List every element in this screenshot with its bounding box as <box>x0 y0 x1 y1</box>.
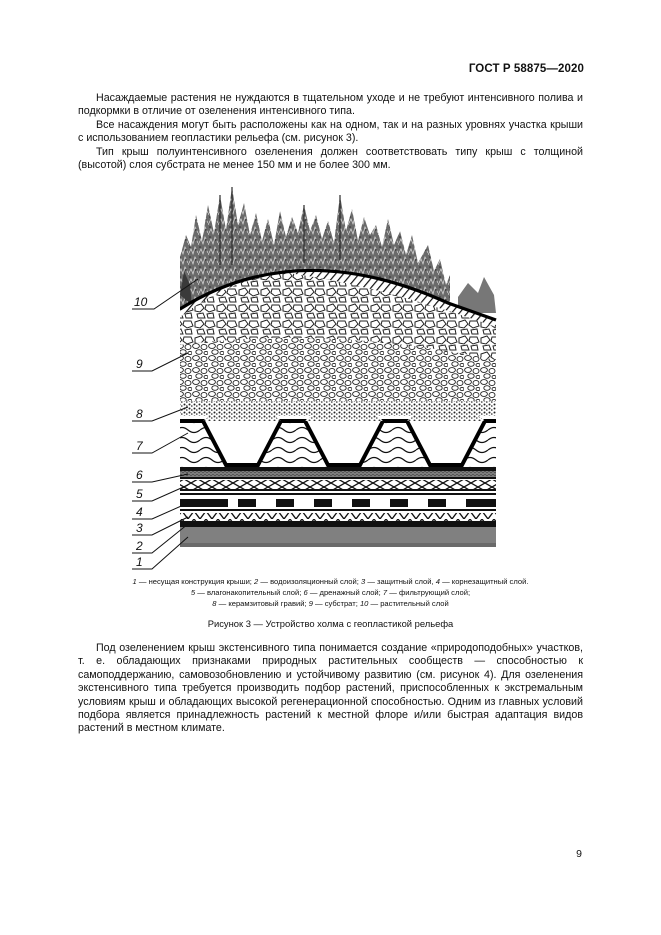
figure-caption: Рисунок 3 — Устройство холма с геопластикой рельефа <box>207 618 454 629</box>
figure-legend-line-3: 8 — керамзитовый гравий; 9 — субстрат; 10 — растительный слой <box>212 599 449 608</box>
figure-label-1: 1 <box>136 555 143 569</box>
roof-hill-diagram <box>128 175 498 575</box>
page-number: 9 <box>576 848 582 860</box>
paragraph-plantings-levels: Все насаждения могут быть расположены как на одном, так и на разных уровнях участка крыши с использованием геопластики рельефа (см. рисунок 3). <box>78 119 583 145</box>
figure-label-6: 6 <box>136 468 143 482</box>
drainage-layer-6 <box>180 471 496 477</box>
paragraph-semi-intensive: Тип крыш полуинтенсивного озеленения должен соответствовать типу крыш с толщиной (высотой) слоя субстрата не менее 150 мм и не более 300 мм. <box>78 146 583 172</box>
protective-layer-3 <box>180 513 496 521</box>
drainage-profile <box>180 403 496 467</box>
figure-label-3: 3 <box>136 521 143 535</box>
paragraph-extensive-greening: Под озеленением крыш экстенсивного типа понимается создание «природоподобных» участков, т. е. обладающих признаками природных растительных сообществ — способностью к самоподдержанию, самовозобновлению и устойчивому развитию (см. рисунок 4). Для озеленения экстенсивного типа требуется производить подбор растений, приспособленных к экстремальным условиям крыш и обладающих высокой регенерационной способностью. Одним из главных условий подбора является принадлежность растений к местной флоре и/или быстрая адаптация видов растений в местном климате. <box>78 642 583 735</box>
figure-label-10: 10 <box>134 295 148 309</box>
figure-label-9: 9 <box>136 357 143 371</box>
figure-label-5: 5 <box>136 487 143 501</box>
figure-legend-line-2: 5 — влагонакопительный слой; 6 — дренажный слой; 7 — фильтрующий слой; <box>190 588 471 597</box>
figure-label-7: 7 <box>136 439 143 453</box>
root-barrier-layer-4 <box>180 499 496 507</box>
waterproofing-layer-2 <box>180 521 496 527</box>
figure-label-2: 2 <box>136 539 143 553</box>
moisture-layer-5 <box>180 480 496 489</box>
figure-label-8: 8 <box>136 407 143 421</box>
figure-legend-line-1: 1 — несущая конструкция крыши; 2 — водоизоляционный слой; 3 — защитный слой, 4 — корнезащитный слой. <box>132 577 529 586</box>
paragraph-plants-care: Насаждаемые растения не нуждаются в тщательном уходе и не требуют интенсивного полива и подкормки в отличие от озеленения интенсивного типа. <box>78 92 583 118</box>
document-header: ГОСТ Р 58875—2020 <box>468 63 584 75</box>
figure-label-4: 4 <box>136 505 143 519</box>
